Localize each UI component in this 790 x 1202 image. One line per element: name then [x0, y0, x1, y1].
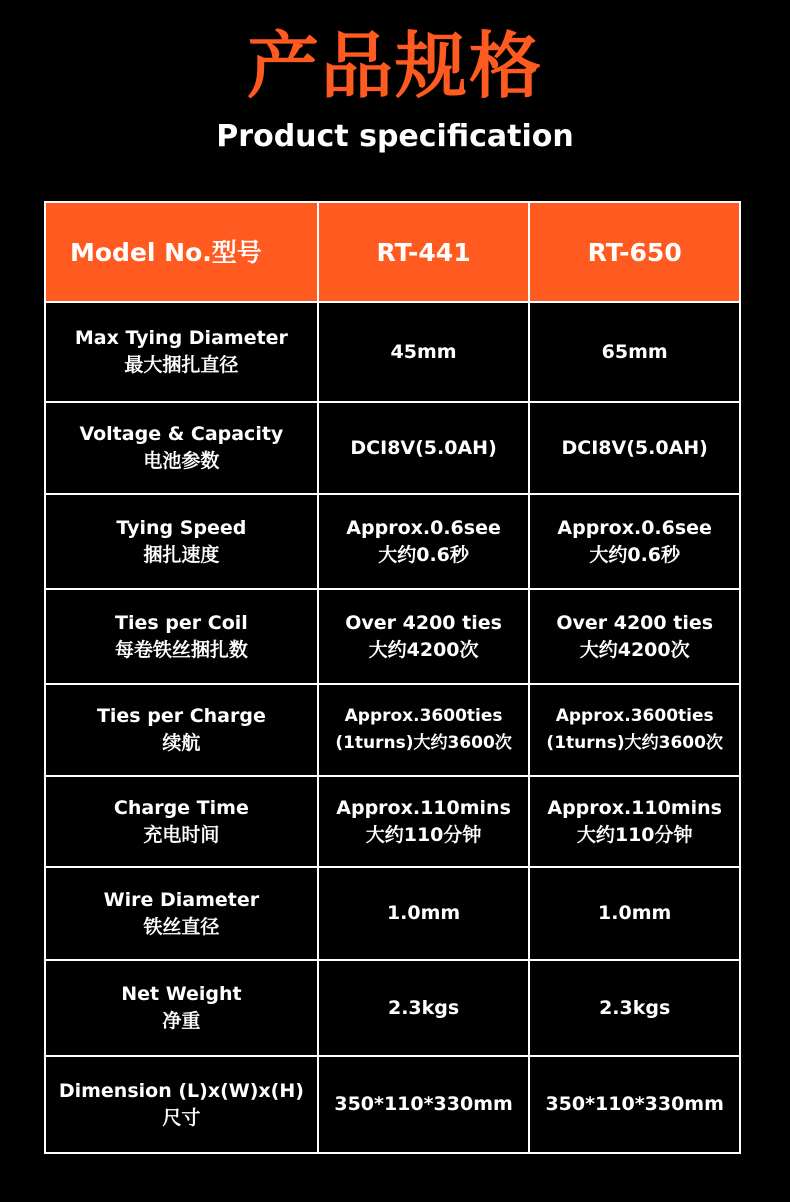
- label-cn: 每卷铁丝捆扎数: [114, 638, 248, 661]
- rt441-value: [318, 684, 530, 776]
- label-cn: 最大捆扎直径: [124, 354, 239, 376]
- value-line: 350*110*330mm: [334, 1093, 513, 1115]
- rt441-value: [318, 960, 530, 1056]
- header-rt-650: RT-650: [529, 202, 740, 302]
- table-row: [45, 1056, 740, 1153]
- value-line: (1turns)大约3600次: [546, 733, 723, 753]
- table-row: [45, 776, 740, 867]
- label-en: Net Weight: [121, 983, 242, 1005]
- value-line: 2.3kgs: [599, 996, 671, 1019]
- row-label: [45, 302, 318, 402]
- rt650-value: [529, 402, 740, 494]
- label-cn: 净重: [162, 1010, 201, 1032]
- value-line: 2.3kgs: [387, 996, 460, 1019]
- rt650-value: [529, 302, 740, 402]
- label-en: Tying Speed: [116, 516, 247, 539]
- label-cn: 捆扎速度: [143, 543, 220, 566]
- table-row: [45, 684, 740, 776]
- table-header-row: [45, 202, 740, 302]
- rt650-value: [529, 960, 740, 1056]
- value-line: DCI8V(5.0AH): [350, 436, 497, 459]
- rt650-value: [529, 1056, 740, 1153]
- value-line: 1.0mm: [386, 902, 461, 924]
- value-line: Over 4200 ties: [556, 611, 714, 634]
- value-line: 大约0.6秒: [378, 543, 469, 566]
- value-line: Approx.0.6see: [346, 516, 501, 539]
- table-row: [45, 494, 740, 589]
- value-line: 1.0mm: [598, 902, 672, 924]
- value-line: 大约110分钟: [576, 823, 693, 846]
- rt441-value: [318, 589, 530, 684]
- spec-table: [44, 201, 741, 1154]
- row-label: [45, 494, 318, 589]
- row-label: [45, 1056, 318, 1153]
- rt650-value: [529, 589, 740, 684]
- header-model-no: Model No.型号: [45, 202, 318, 302]
- rt650-value: [529, 867, 740, 960]
- label-en: Wire Diameter: [103, 888, 260, 911]
- value-line: 大约4200次: [368, 638, 479, 661]
- label-cn: 尺寸: [162, 1106, 201, 1129]
- table-row: [45, 867, 740, 960]
- rt650-value: [529, 776, 740, 867]
- row-label: [45, 684, 318, 776]
- value-line: 45mm: [390, 340, 457, 363]
- row-label: [45, 960, 318, 1056]
- label-en: Voltage & Capacity: [79, 423, 284, 445]
- row-label: [45, 867, 318, 960]
- value-line: Approx.3600ties: [555, 706, 714, 726]
- label-en: Max Tying Diameter: [74, 327, 288, 349]
- rt441-value: [318, 867, 530, 960]
- rt650-value: [529, 494, 740, 589]
- label-cn: 铁丝直径: [143, 915, 220, 938]
- value-line: (1turns)大约3600次: [335, 733, 512, 753]
- row-label: [45, 402, 318, 494]
- value-line: 大约110分钟: [365, 823, 482, 846]
- table-row: [45, 402, 740, 494]
- value-line: 65mm: [601, 340, 668, 363]
- label-cn: 充电时间: [143, 823, 220, 846]
- rt441-value: [318, 494, 530, 589]
- page-title-en: Product specification: [216, 119, 574, 154]
- value-line: 大约0.6秒: [589, 543, 681, 566]
- label-cn: 电池参数: [143, 450, 220, 472]
- value-line: DCI8V(5.0AH): [561, 436, 708, 459]
- label-en: Charge Time: [113, 796, 249, 819]
- table-row: [45, 589, 740, 684]
- table-row: [45, 960, 740, 1056]
- value-line: Approx.110mins: [547, 796, 722, 819]
- value-line: Approx.0.6see: [557, 516, 712, 539]
- label-en: Dimension (L)x(W)x(H): [58, 1079, 304, 1102]
- row-label: [45, 776, 318, 867]
- value-line: 350*110*330mm: [545, 1093, 724, 1115]
- rt441-value: [318, 1056, 530, 1153]
- value-line: Approx.110mins: [336, 796, 511, 819]
- label-en: Ties per Coil: [115, 611, 248, 634]
- rt650-value: [529, 684, 740, 776]
- page-title-cn: 产品规格: [246, 24, 543, 108]
- row-label: [45, 589, 318, 684]
- label-cn: 续航: [162, 732, 201, 754]
- header-rt-441: RT-441: [318, 202, 530, 302]
- rt441-value: [318, 776, 530, 867]
- value-line: 大约4200次: [579, 638, 690, 661]
- value-line: Approx.3600ties: [344, 706, 503, 726]
- label-en: Ties per Charge: [96, 705, 266, 727]
- rt441-value: [318, 402, 530, 494]
- rt441-value: [318, 302, 530, 402]
- table-row: [45, 302, 740, 402]
- value-line: Over 4200 ties: [345, 611, 502, 634]
